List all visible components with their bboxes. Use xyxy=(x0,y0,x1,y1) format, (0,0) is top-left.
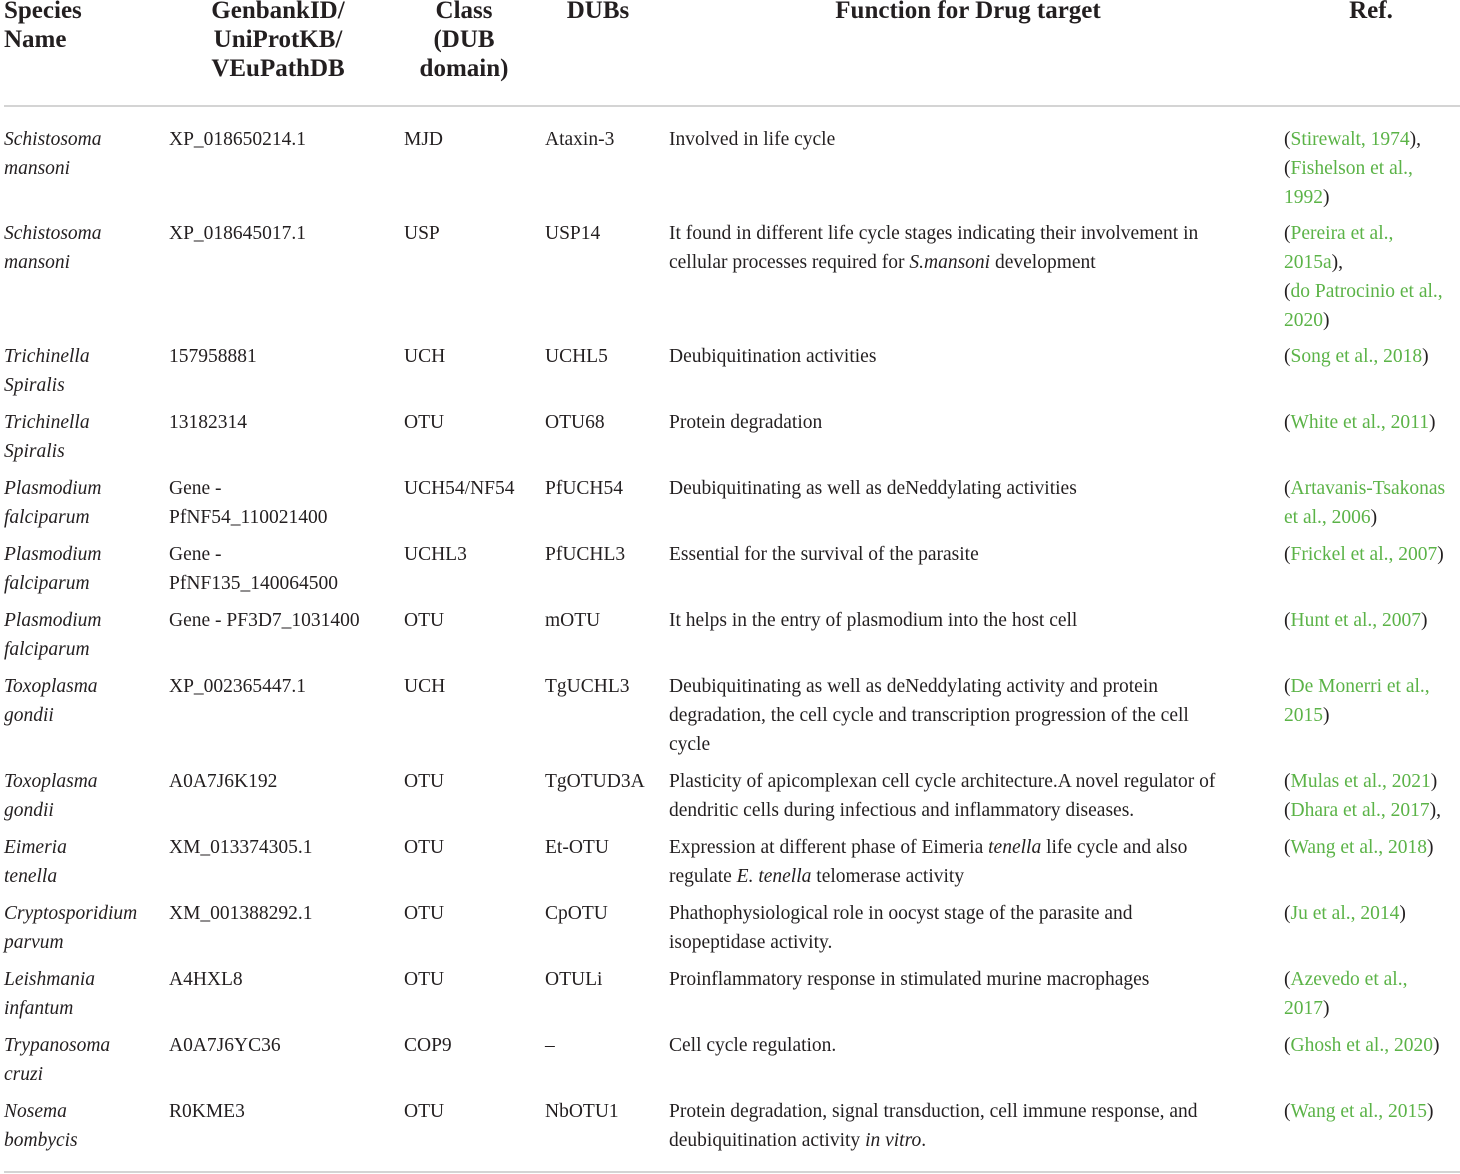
cell-line: gondii xyxy=(4,705,54,726)
text-segment: ( xyxy=(1284,478,1291,499)
reference-cell xyxy=(1284,899,1406,928)
dub-cell xyxy=(545,219,600,248)
text-segment: ( xyxy=(1284,1101,1291,1122)
text-segment: degradation, the cell cycle and transcription progression of the cell xyxy=(669,705,1189,726)
cell-line: Gene - xyxy=(169,478,222,499)
text-segment: ) xyxy=(1422,346,1429,367)
cell-line: Gene - xyxy=(169,544,222,565)
text-segment: It found in different life cycle stages indicating their involvement in xyxy=(669,223,1199,244)
cell-line xyxy=(669,248,1198,277)
species-cell xyxy=(4,672,98,730)
cell-line xyxy=(1284,1031,1439,1060)
cell-line: Nosema xyxy=(4,1101,67,1122)
reference-link[interactable]: Frickel et al., 2007 xyxy=(1290,544,1438,565)
reference-cell xyxy=(1284,125,1421,212)
text-segment: ( xyxy=(1284,158,1291,179)
cell-line xyxy=(669,125,835,154)
text-segment: ) xyxy=(1428,412,1436,433)
reference-link[interactable]: Mulas et al., 2021 xyxy=(1290,771,1431,792)
function-cell xyxy=(669,965,1149,994)
function-cell xyxy=(669,342,876,371)
text-segment: Phathophysiological role in oocyst stage of the parasite and xyxy=(669,903,1133,924)
cell-line: TgUCHL3 xyxy=(545,676,630,697)
text-segment: ) xyxy=(1427,1101,1434,1122)
id-cell xyxy=(169,672,306,701)
dub-cell xyxy=(545,965,602,994)
function-cell xyxy=(669,899,1133,957)
cell-line: Spiralis xyxy=(4,375,65,396)
text-segment: ( xyxy=(1284,1035,1291,1056)
cell-line: PfUCHL3 xyxy=(545,544,626,565)
cell-line: XP_018650214.1 xyxy=(169,129,307,150)
text-segment: regulate xyxy=(669,866,737,887)
class-cell xyxy=(404,1097,444,1126)
cell-line xyxy=(1284,994,1407,1023)
text-segment: Plasticity of apicomplexan cell cycle architecture.A novel regulator of xyxy=(669,771,1216,792)
cell-line xyxy=(669,965,1149,994)
cell-line: mOTU xyxy=(545,610,601,631)
text-segment: Deubiquitinating as well as deNeddylating activities xyxy=(669,478,1077,499)
cell-line: 157958881 xyxy=(169,346,257,367)
text-segment: ( xyxy=(1284,346,1291,367)
id-cell xyxy=(169,965,243,994)
text-segment: cycle xyxy=(669,734,711,755)
cell-line: A4HXL8 xyxy=(169,969,243,990)
italic-text: in vitro xyxy=(865,1130,922,1151)
species-cell xyxy=(4,899,137,957)
dub-cell xyxy=(545,342,608,371)
cell-line xyxy=(669,730,1189,759)
text-segment: ( xyxy=(1284,903,1291,924)
cell-line: TgOTUD3A xyxy=(545,771,645,792)
cell-line: XM_013374305.1 xyxy=(169,837,313,858)
class-cell xyxy=(404,965,444,994)
cell-line xyxy=(669,862,1187,891)
class-cell xyxy=(404,125,443,154)
id-cell xyxy=(169,408,247,437)
reference-cell xyxy=(1284,1097,1434,1126)
header-class: Class (DUB domain) xyxy=(419,0,509,82)
dub-cell xyxy=(545,408,605,437)
cell-line: A0A7J6K192 xyxy=(169,771,278,792)
cell-line xyxy=(1284,219,1443,248)
cell-line xyxy=(669,606,1077,635)
function-cell xyxy=(669,606,1077,635)
cell-line: XP_002365447.1 xyxy=(169,676,307,697)
reference-link[interactable]: Hunt et al., 2007 xyxy=(1290,610,1422,631)
reference-link[interactable]: 2015 xyxy=(1284,705,1323,726)
cell-line: OTULi xyxy=(545,969,603,990)
cell-line: USP xyxy=(404,223,440,244)
cell-line: Plasmodium xyxy=(4,610,102,631)
cell-line: Cryptosporidium xyxy=(4,903,138,924)
reference-link[interactable]: Pereira et al., xyxy=(1290,223,1394,244)
cell-line xyxy=(669,408,822,437)
cell-line xyxy=(1284,306,1443,335)
class-cell xyxy=(404,474,515,503)
cell-line xyxy=(1284,125,1421,154)
id-cell xyxy=(169,767,277,796)
class-cell xyxy=(404,767,444,796)
species-cell xyxy=(4,833,67,891)
cell-line xyxy=(669,1097,1198,1126)
cell-line: USP14 xyxy=(545,223,601,244)
reference-cell xyxy=(1284,606,1428,635)
class-cell xyxy=(404,540,467,569)
cell-line xyxy=(1284,474,1445,503)
id-cell xyxy=(169,606,360,635)
dub-cell xyxy=(545,606,600,635)
species-cell xyxy=(4,606,102,664)
text-segment: ( xyxy=(1284,223,1291,244)
text-segment: ) xyxy=(1432,1035,1440,1056)
cell-line: OTU xyxy=(404,903,445,924)
header-species-name: Species Name xyxy=(4,0,82,53)
dub-cell xyxy=(545,1097,619,1126)
dub-cell xyxy=(545,125,614,154)
text-segment: Deubiquitinating as well as deNeddylating activity and protein xyxy=(669,676,1159,697)
text-segment: ( xyxy=(1284,129,1291,150)
reference-cell xyxy=(1284,672,1430,730)
cell-line xyxy=(669,899,1133,928)
cell-line: PfNF135_140064500 xyxy=(169,573,339,594)
text-segment: ( xyxy=(1284,969,1291,990)
text-segment: deubiquitination activity xyxy=(669,1130,866,1151)
text-segment: ( xyxy=(1284,610,1291,631)
text-segment: dendritic cells during infectious and inflammatory diseases. xyxy=(669,800,1135,821)
reference-link[interactable]: Artavanis-Tsakonas xyxy=(1290,478,1446,499)
text-segment: . xyxy=(921,1130,927,1151)
function-cell xyxy=(669,540,979,569)
cell-line: Trichinella xyxy=(4,346,90,367)
reference-cell xyxy=(1284,474,1445,532)
cell-line: Trichinella xyxy=(4,412,90,433)
text-segment: ( xyxy=(1284,837,1291,858)
text-segment: Protein degradation, signal transduction, cell immune response, and xyxy=(669,1101,1198,1122)
cell-line: parvum xyxy=(4,932,64,953)
reference-cell xyxy=(1284,342,1429,371)
cell-line: UCHL5 xyxy=(545,346,608,367)
dub-cell xyxy=(545,1031,555,1060)
italic-text: tenella xyxy=(988,837,1042,858)
id-cell xyxy=(169,1097,245,1126)
species-cell xyxy=(4,540,102,598)
cell-line: Plasmodium xyxy=(4,478,102,499)
text-segment: ) xyxy=(1323,310,1330,331)
text-segment: development xyxy=(990,252,1096,273)
function-cell xyxy=(669,767,1215,825)
cell-line xyxy=(669,767,1215,796)
class-cell xyxy=(404,1031,452,1060)
cell-line: gondii xyxy=(4,800,54,821)
species-cell xyxy=(4,965,95,1023)
cell-line xyxy=(1284,833,1434,862)
species-cell xyxy=(4,408,90,466)
cell-line xyxy=(1284,408,1435,437)
reference-cell xyxy=(1284,408,1435,437)
species-cell xyxy=(4,125,102,183)
species-cell xyxy=(4,1097,78,1155)
cell-line: NbOTU1 xyxy=(545,1101,619,1122)
function-cell xyxy=(669,408,822,437)
text-segment: ) xyxy=(1421,610,1428,631)
species-cell xyxy=(4,1031,110,1089)
text-segment: Expression at different phase of Eimeria xyxy=(669,837,989,858)
reference-link[interactable]: et al., 2006 xyxy=(1284,507,1371,528)
text-segment: ) xyxy=(1323,998,1330,1019)
dub-cell xyxy=(545,474,623,503)
cell-line: Plasmodium xyxy=(4,544,102,565)
cell-line: infantum xyxy=(4,998,74,1019)
cell-line: Et-OTU xyxy=(545,837,609,858)
reference-link[interactable]: De Monerri et al., xyxy=(1290,676,1430,697)
cell-line: falciparum xyxy=(4,573,90,594)
function-cell xyxy=(669,833,1187,891)
text-segment: ) xyxy=(1399,903,1406,924)
text-segment: ) xyxy=(1323,187,1330,208)
function-cell xyxy=(669,1097,1198,1155)
id-cell xyxy=(169,342,257,371)
cell-line: mansoni xyxy=(4,252,71,273)
cell-line xyxy=(1284,183,1421,212)
text-segment: ) xyxy=(1430,771,1438,792)
text-segment: ( xyxy=(1284,800,1291,821)
header-rule xyxy=(4,105,1460,107)
reference-cell xyxy=(1284,219,1443,335)
text-segment: ( xyxy=(1284,676,1291,697)
cell-line: UCH xyxy=(404,346,446,367)
reference-link[interactable]: 2017 xyxy=(1284,998,1323,1019)
dub-cell xyxy=(545,899,608,928)
cell-line xyxy=(669,928,1133,957)
cell-line xyxy=(669,672,1189,701)
reference-link[interactable]: Wang et al., 2018 xyxy=(1290,837,1428,858)
species-cell xyxy=(4,342,90,400)
cell-line: OTU xyxy=(404,610,445,631)
function-cell xyxy=(669,474,1077,503)
class-cell xyxy=(404,899,444,928)
reference-cell xyxy=(1284,540,1444,569)
reference-link[interactable]: Azevedo et al., xyxy=(1290,969,1408,990)
reference-cell xyxy=(1284,965,1407,1023)
cell-line: Schistosoma xyxy=(4,223,102,244)
cell-line: mansoni xyxy=(4,158,71,179)
cell-line: Toxoplasma xyxy=(4,676,98,697)
text-segment: ( xyxy=(1284,771,1291,792)
cell-line: – xyxy=(545,1035,555,1056)
bottom-rule xyxy=(4,1171,1460,1173)
cell-line: Gene - PF3D7_1031400 xyxy=(169,610,360,631)
id-cell xyxy=(169,540,338,598)
cell-line: OTU xyxy=(404,412,445,433)
class-cell xyxy=(404,219,440,248)
cell-line: XP_018645017.1 xyxy=(169,223,307,244)
cell-line: cruzi xyxy=(4,1064,43,1085)
class-cell xyxy=(404,672,445,701)
cell-line: falciparum xyxy=(4,639,90,660)
dub-cell xyxy=(545,767,645,796)
cell-line xyxy=(1284,606,1428,635)
reference-link[interactable]: do Patrocinio et al., xyxy=(1290,281,1443,302)
reference-link[interactable]: Stirewalt, 1974 xyxy=(1290,129,1410,150)
cell-line xyxy=(1284,503,1445,532)
species-cell xyxy=(4,767,98,825)
function-cell xyxy=(669,125,835,154)
reference-link[interactable]: 1992 xyxy=(1284,187,1323,208)
text-segment: ( xyxy=(1284,412,1291,433)
class-cell xyxy=(404,342,445,371)
text-segment: ), xyxy=(1331,252,1344,273)
reference-link[interactable]: White et al., 2011 xyxy=(1290,412,1429,433)
text-segment: ( xyxy=(1284,544,1291,565)
cell-line: Eimeria xyxy=(4,837,67,858)
cell-line: A0A7J6YC36 xyxy=(169,1035,281,1056)
cell-line: OTU xyxy=(404,1101,445,1122)
id-cell xyxy=(169,833,313,862)
cell-line xyxy=(669,1126,1198,1155)
cell-line: COP9 xyxy=(404,1035,452,1056)
cell-line: Toxoplasma xyxy=(4,771,98,792)
text-segment: Cell cycle regulation. xyxy=(669,1035,837,1056)
text-segment: isopeptidase activity. xyxy=(669,932,833,953)
cell-line: Leishmania xyxy=(4,969,96,990)
cell-line xyxy=(1284,342,1429,371)
reference-link[interactable]: Wang et al., 2015 xyxy=(1290,1101,1428,1122)
reference-link[interactable]: 2020 xyxy=(1284,310,1323,331)
id-cell xyxy=(169,219,306,248)
cell-line: 13182314 xyxy=(169,412,247,433)
cell-line: tenella xyxy=(4,866,58,887)
cell-line: OTU xyxy=(404,837,445,858)
dub-cell xyxy=(545,540,625,569)
cell-line: bombycis xyxy=(4,1130,78,1151)
cell-line: Spiralis xyxy=(4,441,65,462)
cell-line xyxy=(1284,796,1441,825)
cell-line: Schistosoma xyxy=(4,129,102,150)
text-segment: Proinflammatory response in stimulated murine macrophages xyxy=(669,969,1150,990)
header-ref: Ref. xyxy=(1349,0,1393,24)
function-cell xyxy=(669,1031,836,1060)
cell-line xyxy=(1284,899,1406,928)
cell-line xyxy=(1284,965,1407,994)
cell-line: PfUCH54 xyxy=(545,478,624,499)
text-segment: ) xyxy=(1370,507,1378,528)
cell-line xyxy=(669,1031,836,1060)
cell-line: R0KME3 xyxy=(169,1101,245,1122)
id-cell xyxy=(169,125,306,154)
text-segment: telomerase activity xyxy=(811,866,965,887)
cell-line xyxy=(669,342,876,371)
function-cell xyxy=(669,672,1189,759)
cell-line: PfNF54_110021400 xyxy=(169,507,328,528)
text-segment: ) xyxy=(1427,837,1434,858)
class-cell xyxy=(404,606,444,635)
id-cell xyxy=(169,899,313,928)
cell-line xyxy=(1284,540,1444,569)
cell-line: XM_001388292.1 xyxy=(169,903,313,924)
text-segment: Essential for the survival of the parasite xyxy=(669,544,979,565)
text-segment: ), xyxy=(1409,129,1422,150)
cell-line: MJD xyxy=(404,129,444,150)
text-segment: ) xyxy=(1437,544,1444,565)
cell-line: CpOTU xyxy=(545,903,608,924)
cell-line xyxy=(669,833,1187,862)
id-cell xyxy=(169,1031,281,1060)
cell-line xyxy=(669,796,1215,825)
species-cell xyxy=(4,474,102,532)
text-segment: cellular processes required for xyxy=(669,252,910,273)
dub-cell xyxy=(545,672,630,701)
text-segment: ) xyxy=(1323,705,1330,726)
cell-line xyxy=(1284,154,1421,183)
text-segment: Protein degradation xyxy=(669,412,823,433)
reference-link[interactable]: Ju et al., 2014 xyxy=(1290,903,1400,924)
cell-line: Ataxin-3 xyxy=(545,129,615,150)
cell-line xyxy=(1284,672,1430,701)
species-cell xyxy=(4,219,102,277)
cell-line xyxy=(1284,1097,1434,1126)
reference-link[interactable]: Song et al., 2018 xyxy=(1290,346,1423,367)
reference-link[interactable]: 2015a xyxy=(1284,252,1332,273)
id-cell xyxy=(169,474,328,532)
cell-line: OTU68 xyxy=(545,412,605,433)
italic-text: S.mansoni xyxy=(909,252,991,273)
cell-line: falciparum xyxy=(4,507,90,528)
cell-line xyxy=(669,474,1077,503)
cell-line: OTU xyxy=(404,771,445,792)
dub-cell xyxy=(545,833,609,862)
text-segment: ), xyxy=(1429,800,1442,821)
text-segment: It helps in the entry of plasmodium into the host cell xyxy=(669,610,1078,631)
class-cell xyxy=(404,408,444,437)
cell-line xyxy=(1284,248,1443,277)
cell-line xyxy=(1284,767,1441,796)
reference-link[interactable]: Ghosh et al., 2020 xyxy=(1290,1035,1433,1056)
class-cell xyxy=(404,833,444,862)
text-segment: Involved in life cycle xyxy=(669,129,836,150)
cell-line xyxy=(669,701,1189,730)
cell-line xyxy=(669,219,1198,248)
header-ids: GenbankID/ UniProtKB/ VEuPathDB xyxy=(211,0,345,82)
italic-text: E. tenella xyxy=(736,866,812,887)
cell-line: UCH xyxy=(404,676,446,697)
header-dubs: DUBs xyxy=(566,0,630,24)
cell-line xyxy=(669,540,979,569)
reference-link[interactable]: Fishelson et al., xyxy=(1290,158,1413,179)
cell-line: UCH54/NF54 xyxy=(404,478,515,499)
cell-line xyxy=(1284,277,1443,306)
reference-cell xyxy=(1284,767,1441,825)
reference-cell xyxy=(1284,833,1434,862)
text-segment: Deubiquitination activities xyxy=(669,346,877,367)
reference-link[interactable]: Dhara et al., 2017 xyxy=(1290,800,1430,821)
cell-line: OTU xyxy=(404,969,445,990)
text-segment: life cycle and also xyxy=(1041,837,1188,858)
function-cell xyxy=(669,219,1198,277)
cell-line xyxy=(1284,701,1430,730)
cell-line: Trypanosoma xyxy=(4,1035,111,1056)
cell-line: UCHL3 xyxy=(404,544,467,565)
text-segment: ( xyxy=(1284,281,1291,302)
reference-cell xyxy=(1284,1031,1439,1060)
header-function: Function for Drug target xyxy=(835,0,1101,24)
